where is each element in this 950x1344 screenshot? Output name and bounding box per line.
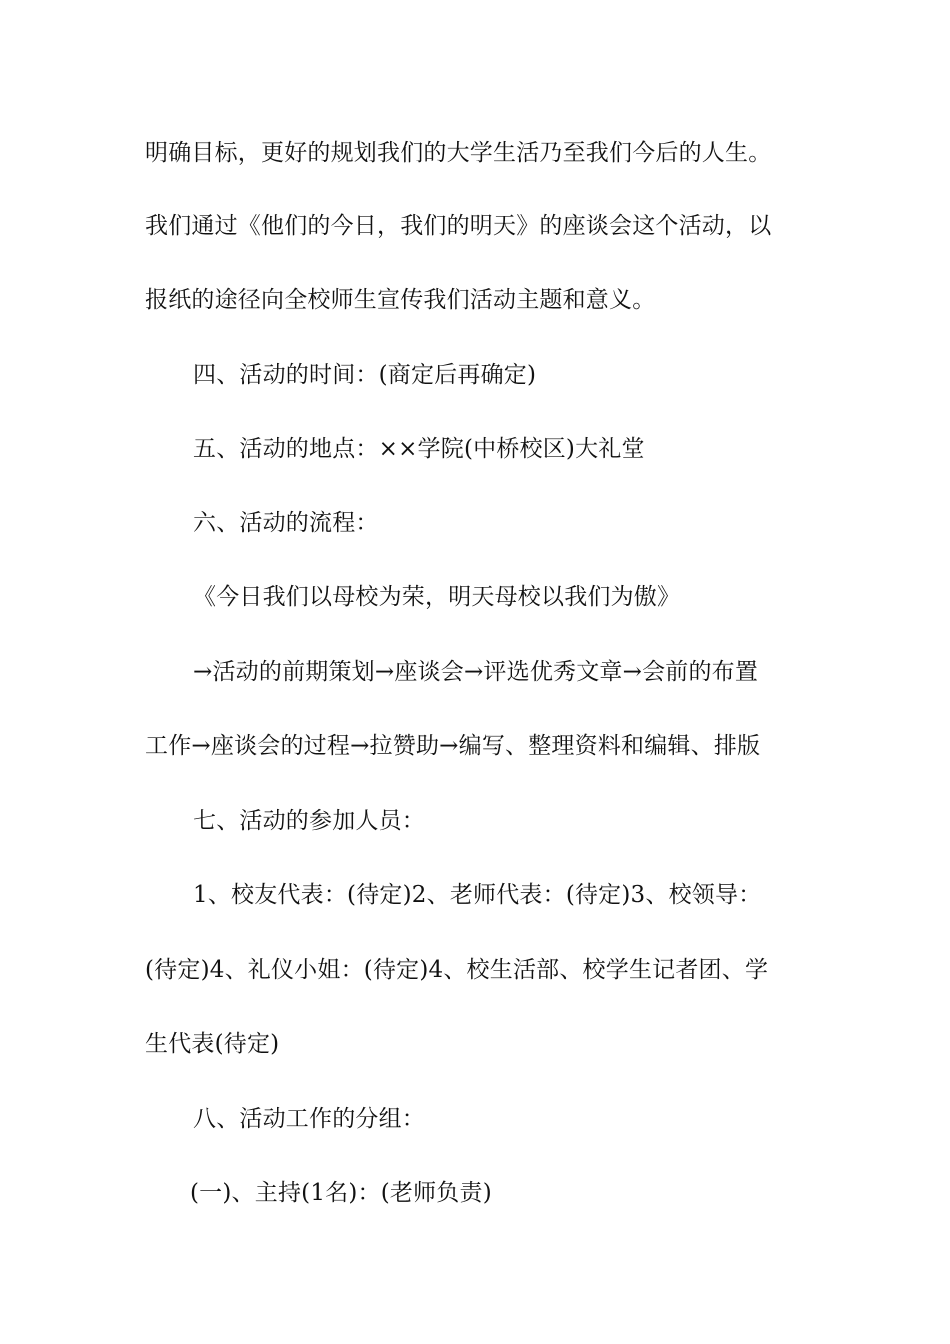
paragraph-line: 报纸的途径向全校师生宣传我们活动主题和意义。 — [145, 287, 656, 313]
participants-line: 生代表(待定) — [145, 1031, 280, 1057]
activity-title-line: 《今日我们以母校为荣，明天母校以我们为傲》 — [193, 584, 681, 610]
section-heading-groups: 八、活动工作的分组： — [193, 1106, 425, 1132]
participants-line: (待定)4、礼仪小姐：(待定)4、校生活部、校学生记者团、学 — [145, 957, 769, 983]
process-flow-line: →活动的前期策划→座谈会→评选优秀文章→会前的布置 — [193, 659, 759, 685]
process-flow-line: 工作→座谈会的过程→拉赞助→编写、整理资料和编辑、排版 — [145, 733, 761, 759]
section-heading-location: 五、活动的地点：××学院(中桥校区)大礼堂 — [193, 436, 645, 462]
section-heading-process: 六、活动的流程： — [193, 510, 379, 536]
paragraph-line: 明确目标，更好的规划我们的大学生活乃至我们今后的人生。 — [145, 140, 772, 166]
paragraph-line: 我们通过《他们的今日，我们的明天》的座谈会这个活动，以 — [145, 213, 772, 239]
group-item-host: (一)、主持(1名)：(老师负责) — [190, 1180, 492, 1206]
participants-line: 1、校友代表：(待定)2、老师代表：(待定)3、校领导： — [193, 882, 762, 908]
section-heading-participants: 七、活动的参加人员： — [193, 808, 425, 834]
section-heading-time: 四、活动的时间：(商定后再确定) — [193, 362, 537, 388]
